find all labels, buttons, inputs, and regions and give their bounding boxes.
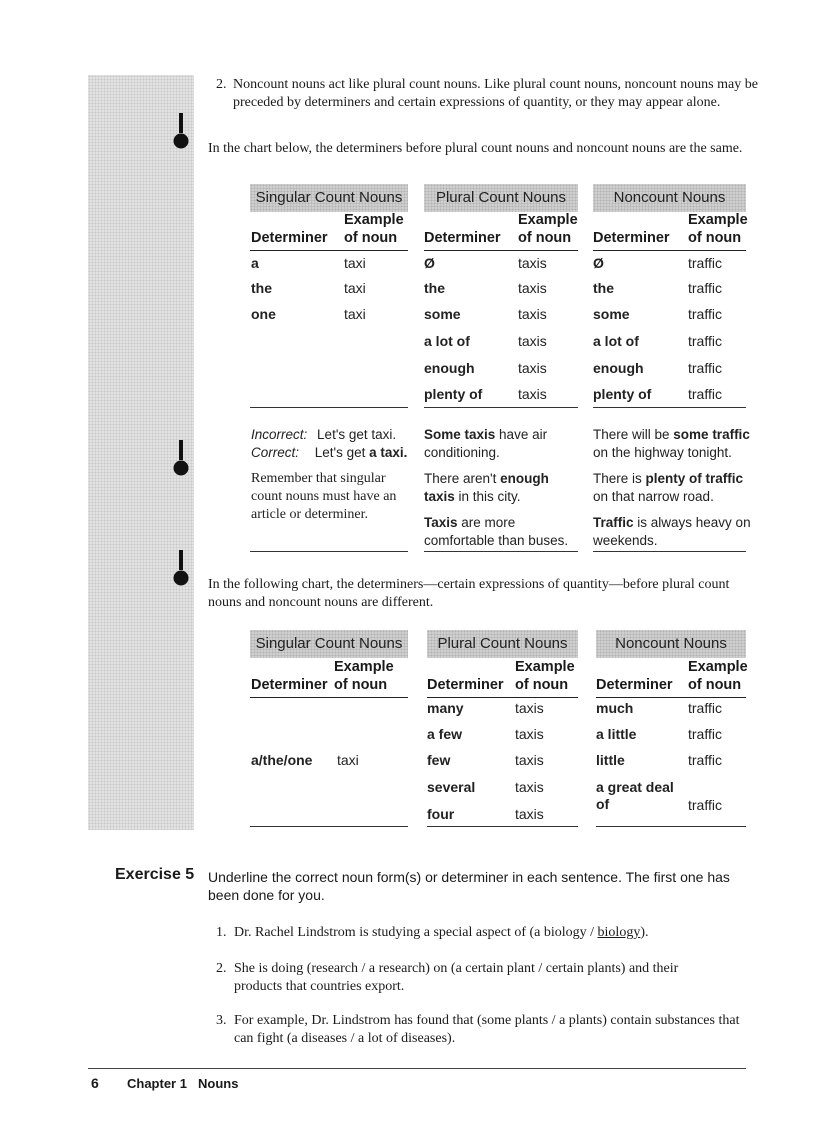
item-text: Dr. Rachel Lindstrom is studying a special aspect of (a biology / [234,925,598,940]
chart-2-intro: In the following chart, the determiners—certain expressions of quantity—before plural count nouns and noncount nouns are different. [208,577,730,610]
pushpin-icon [173,113,189,149]
col-determiner: Determiner [424,230,501,246]
determiner-cell: many [427,700,464,716]
correct-text: Let's get [314,445,370,460]
example-text: There aren't [424,471,501,486]
divider [250,826,408,827]
col-of-noun: of noun [334,677,388,693]
divider [593,551,746,552]
divider [424,551,578,552]
divider [250,250,408,251]
item-number: 2. [216,961,227,976]
point-2-text: Noncount nouns act like plural count nouns. Like plural count nouns, noncount nouns may be preceded by determiners and certain expressions of quantity, or they may appear alone. [233,77,758,110]
col-example: Example [688,212,748,228]
footer-rule [88,1068,746,1069]
example-text: on that narrow road. [593,489,714,504]
remember-note: Remember that singular count nouns must have an article or determiner. [251,471,397,522]
noun-cell: traffic [688,255,722,271]
determiner-cell: enough [593,360,644,376]
col-of-noun: of noun [344,230,398,246]
determiner-cell: enough [424,360,475,376]
determiner-cell: the [593,280,614,296]
determiner-cell: plenty of [593,386,652,402]
incorrect-label: Incorrect: [251,427,308,442]
col-of-noun: of noun [688,230,742,246]
col-determiner: Determiner [251,230,328,246]
incorrect-text: Let's get taxi. [317,427,397,442]
example-text: is always heavy on weekends. [593,515,751,548]
bold-phrase: enough taxis [424,471,549,504]
noun-cell: taxis [515,752,544,768]
determiner-cell: the [424,280,445,296]
noncount-example-2 [593,470,753,506]
plural-example-2 [424,470,569,506]
noun-cell: taxis [518,386,547,402]
bold-phrase: Taxis [424,515,458,530]
col-example: Example [688,659,748,675]
divider [593,250,746,251]
correct-text-bold: a taxi. [369,445,408,460]
divider [424,407,578,408]
example-text: There will be [593,427,674,442]
divider [596,697,746,698]
divider [250,697,408,698]
noun-cell: taxis [518,255,547,271]
determiner-cell: some [593,306,630,322]
correct-example [251,444,421,462]
pushpin-icon [173,440,189,476]
bold-phrase: Traffic [593,515,634,530]
divider [250,407,408,408]
col-determiner: Determiner [251,677,328,693]
exercise-item-2: She is doing (research / a research) on (a certain plant / certain plants) and their products that countries export. [234,961,679,994]
noun-cell: taxis [518,333,547,349]
divider [593,407,746,408]
determiner-cell: Ø [424,255,435,271]
bold-phrase: some traffic [673,427,750,442]
example-text: have air conditioning. [424,427,548,460]
determiner-cell: a lot of [593,333,639,349]
col-example: Example [515,659,575,675]
determiner-cell: a few [427,726,463,742]
exercise-instructions: Underline the correct noun form(s) or determiner in each sentence. The first one has been done for you. [208,869,730,903]
determiner-cell: plenty of [424,386,483,402]
item-number: 3. [216,1013,227,1028]
noncount-example-3 [593,514,753,550]
header-noncount: Noncount Nouns [593,184,746,212]
divider [427,697,578,698]
determiner-cell: several [427,779,476,795]
determiner-cell: a little [596,726,637,742]
col-of-noun: of noun [688,677,742,693]
col-of-noun: of noun [518,230,572,246]
example-text: on the highway tonight. [593,445,732,460]
determiner-cell: much [596,700,634,716]
noun-cell: traffic [688,333,722,349]
pushpin-icon [173,550,189,586]
divider [596,826,746,827]
col-determiner: Determiner [427,677,504,693]
header-plural: Plural Count Nouns [427,630,578,658]
correct-label: Correct: [251,445,300,460]
underlined-answer: biology [597,925,641,940]
header-noncount: Noncount Nouns [596,630,746,658]
col-example: Example [518,212,578,228]
noun-cell: traffic [688,360,722,376]
noun-cell: taxis [518,360,547,376]
exercise-title: Exercise 5 [115,866,195,883]
bold-phrase: Some taxis [424,427,496,442]
determiner-cell: little [596,752,625,768]
plural-example-3 [424,514,584,550]
col-example: Example [334,659,394,675]
chart-1-intro: In the chart below, the determiners before plural count nouns and noncount nouns are the same. [208,141,743,156]
divider [424,250,578,251]
determiner-cell: a lot of [424,333,470,349]
determiner-cell: four [427,806,455,822]
determiner-cell: a [251,255,259,271]
noun-cell: taxis [518,306,547,322]
noun-cell: traffic [688,700,722,716]
noun-cell: taxi [344,306,366,322]
noun-cell: taxi [344,280,366,296]
section-label: Nouns [198,1076,239,1091]
noun-cell: traffic [688,280,722,296]
plural-example-1 [424,426,584,462]
header-plural: Plural Count Nouns [424,184,578,212]
noun-cell: taxi [337,752,359,768]
determiner-cell: one [251,306,276,322]
determiner-cell: a great deal of [596,779,674,812]
determiner-cell: a/the/one [251,752,313,768]
noun-cell: taxis [515,779,544,795]
determiner-cell: few [427,752,451,768]
exercise-item-1 [234,924,754,942]
determiner-cell: the [251,280,272,296]
item-number: 1. [216,925,227,940]
col-example: Example [344,212,404,228]
determiner-cell: Ø [593,255,604,271]
example-text: are more comfortable than buses. [424,515,569,548]
noun-cell: traffic [688,726,722,742]
chapter-label: Chapter 1 [127,1076,187,1091]
col-determiner: Determiner [596,677,673,693]
bold-phrase: plenty of traffic [645,471,744,486]
divider [250,551,408,552]
incorrect-example [251,426,416,444]
exercise-item-3: For example, Dr. Lindstrom has found that (some plants / a plants) contain substances that can fight (a diseases / a lot of diseases). [234,1013,740,1046]
noun-cell: traffic [688,797,722,813]
noun-cell: taxi [344,255,366,271]
point-number: 2. [216,77,227,92]
determiner-cell: some [424,306,461,322]
noun-cell: traffic [688,752,722,768]
col-determiner: Determiner [593,230,670,246]
header-singular: Singular Count Nouns [250,184,408,212]
divider [427,826,578,827]
col-of-noun: of noun [515,677,569,693]
noun-cell: taxis [518,280,547,296]
noun-cell: traffic [688,306,722,322]
item-text: ). [640,925,649,940]
noun-cell: taxis [515,806,544,822]
noun-cell: taxis [515,700,544,716]
header-singular: Singular Count Nouns [250,630,408,658]
noun-cell: taxis [515,726,544,742]
example-text: There is [593,471,646,486]
example-text: in this city. [454,489,521,504]
noncount-example-1 [593,426,753,462]
noun-cell: traffic [688,386,722,402]
page-number: 6 [91,1075,99,1091]
